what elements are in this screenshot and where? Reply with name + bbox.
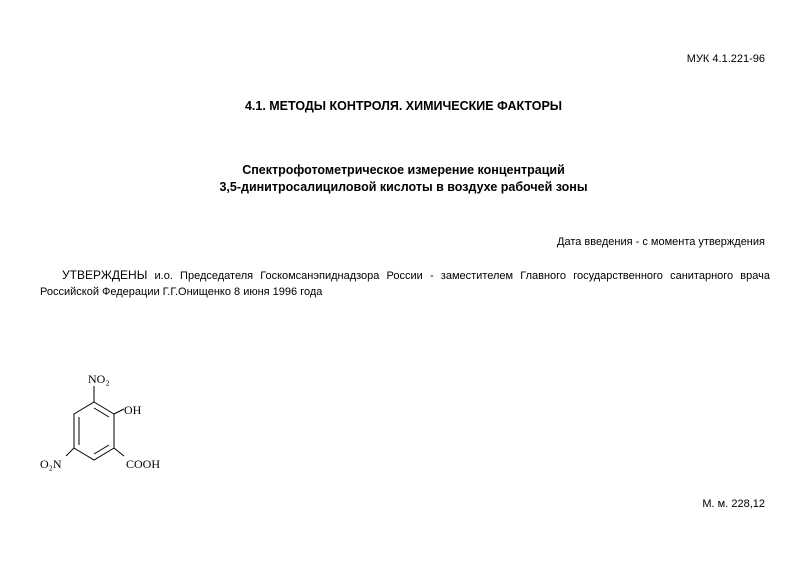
bond-cooh xyxy=(114,448,124,456)
doc-title-line-1: Спектрофотометрическое измерение концентраций xyxy=(242,163,565,177)
doc-code: МУК 4.1.221-96 xyxy=(686,53,765,65)
approval-lead: УТВЕРЖДЕНЫ xyxy=(62,268,148,282)
intro-date: Дата введения - с момента утверждения xyxy=(557,236,765,248)
doc-title-line-2: 3,5-динитросалициловой кислоты в воздухе рабочей зоны xyxy=(219,180,588,194)
label-cooh: COOH xyxy=(126,457,161,471)
molecular-weight: М. м. 228,12 xyxy=(702,498,765,510)
approval-text: и.о. Председателя Госкомсанэпиднадзора России - заместителем Главного государственного санитарного врача Российской Федерации Г.Г.Онищенко 8 июня 1996 года xyxy=(40,270,770,298)
doc-title xyxy=(0,162,807,196)
section-title: 4.1. МЕТОДЫ КОНТРОЛЯ. ХИМИЧЕСКИЕ ФАКТОРЫ xyxy=(244,99,563,113)
label-o2n: O₂N xyxy=(40,457,62,471)
structural-formula xyxy=(36,365,186,480)
label-no2-top: NO₂ xyxy=(88,372,110,386)
bond-oh xyxy=(114,409,124,414)
approval-paragraph xyxy=(40,267,770,300)
benzene-ring xyxy=(74,402,114,460)
bond-o2n xyxy=(66,448,74,456)
label-oh: OH xyxy=(124,403,142,417)
benzene-ring-drawing xyxy=(36,365,186,480)
